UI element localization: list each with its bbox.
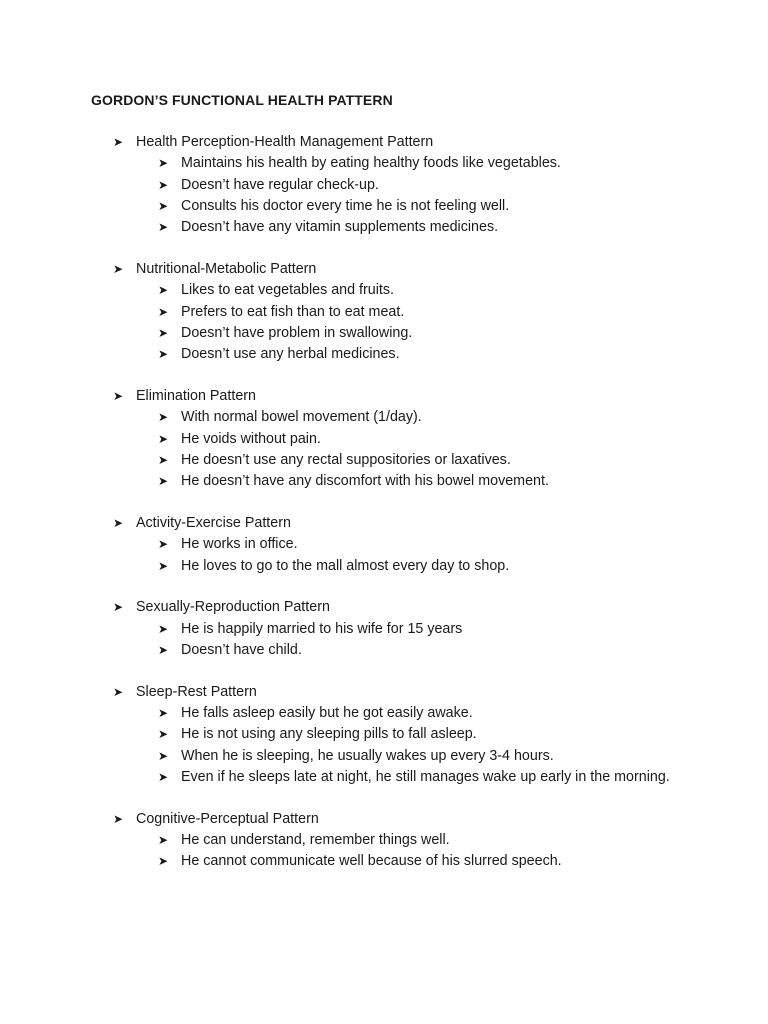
list-item	[158, 344, 733, 365]
section-heading	[113, 513, 733, 534]
list-item	[158, 217, 733, 238]
list-item	[158, 767, 691, 788]
arrowhead-bullet-icon: ➤	[158, 198, 169, 213]
list-item-text: He voids without pain.	[181, 430, 321, 447]
section-nutritional-metabolic	[113, 259, 733, 365]
section-heading	[113, 132, 733, 153]
list-item-text: Doesn’t have regular check-up.	[181, 176, 379, 193]
arrowhead-bullet-icon: ➤	[113, 684, 124, 699]
list-item-text: He works in office.	[181, 536, 298, 553]
list-item-text: With normal bowel movement (1/day).	[181, 409, 422, 426]
section-activity-exercise	[113, 513, 733, 577]
list-item-text: Doesn’t have any vitamin supplements medicines.	[181, 219, 499, 236]
list-item	[158, 471, 733, 492]
arrowhead-bullet-icon: ➤	[158, 410, 169, 425]
list-item-text: He is not using any sleeping pills to fall asleep.	[181, 726, 477, 743]
list-item	[158, 640, 733, 661]
list-item-text: He is happily married to his wife for 15 years	[181, 620, 463, 637]
list-item-text: Even if he sleeps late at night, he still manages wake up early in the morning.	[181, 768, 670, 785]
arrowhead-bullet-icon: ➤	[113, 261, 124, 276]
arrowhead-bullet-icon: ➤	[158, 769, 169, 784]
list-item-text: He doesn’t have any discomfort with his bowel movement.	[181, 473, 549, 490]
section-heading	[113, 682, 733, 703]
arrowhead-bullet-icon: ➤	[158, 474, 169, 489]
list-item	[158, 280, 733, 301]
arrowhead-bullet-icon: ➤	[113, 515, 124, 530]
list-item	[158, 153, 733, 174]
arrowhead-bullet-icon: ➤	[158, 537, 169, 552]
list-item	[158, 196, 733, 217]
arrowhead-bullet-icon: ➤	[158, 854, 169, 869]
arrowhead-bullet-icon: ➤	[158, 558, 169, 573]
arrowhead-bullet-icon: ➤	[158, 325, 169, 340]
arrowhead-bullet-icon: ➤	[158, 177, 169, 192]
section-heading-text: Activity-Exercise Pattern	[136, 514, 291, 531]
arrowhead-bullet-icon: ➤	[113, 811, 124, 826]
list-item	[158, 556, 733, 577]
list-item	[158, 851, 733, 872]
list-item-text: Doesn’t have problem in swallowing.	[181, 324, 413, 341]
section-heading	[113, 259, 733, 280]
section-sexuality-reproduction	[113, 597, 733, 661]
list-item-text: He falls asleep easily but he got easily awake.	[181, 705, 473, 722]
list-item	[158, 619, 733, 640]
list-item-text: Consults his doctor every time he is not feeling well.	[181, 197, 510, 214]
list-item-text: Likes to eat vegetables and fruits.	[181, 282, 394, 299]
section-health-perception	[113, 132, 733, 238]
sections-list	[113, 132, 733, 893]
list-item	[158, 830, 733, 851]
list-item	[158, 407, 733, 428]
arrowhead-bullet-icon: ➤	[158, 642, 169, 657]
section-elimination	[113, 386, 733, 492]
arrowhead-bullet-icon: ➤	[158, 706, 169, 721]
section-sleep-rest	[113, 682, 733, 788]
arrowhead-bullet-icon: ➤	[113, 388, 124, 403]
list-item	[158, 703, 733, 724]
list-item-text: Doesn’t have child.	[181, 641, 302, 658]
arrowhead-bullet-icon: ➤	[158, 431, 169, 446]
list-item	[158, 175, 733, 196]
arrowhead-bullet-icon: ➤	[158, 621, 169, 636]
list-item	[158, 534, 733, 555]
list-item-text: Prefers to eat fish than to eat meat.	[181, 303, 405, 320]
arrowhead-bullet-icon: ➤	[158, 220, 169, 235]
section-cognitive-perceptual	[113, 809, 733, 873]
arrowhead-bullet-icon: ➤	[158, 304, 169, 319]
list-item-text: He loves to go to the mall almost every day to shop.	[181, 557, 510, 574]
arrowhead-bullet-icon: ➤	[158, 727, 169, 742]
arrowhead-bullet-icon: ➤	[113, 600, 124, 615]
arrowhead-bullet-icon: ➤	[158, 833, 169, 848]
arrowhead-bullet-icon: ➤	[158, 452, 169, 467]
list-item-text: He cannot communicate well because of his slurred speech.	[181, 853, 562, 870]
section-heading	[113, 809, 733, 830]
section-heading-text: Elimination Pattern	[136, 387, 256, 404]
page-title: GORDON’S FUNCTIONAL HEALTH PATTERN	[91, 92, 393, 108]
list-item	[158, 746, 733, 767]
list-item-text: Doesn’t use any herbal medicines.	[181, 346, 400, 363]
arrowhead-bullet-icon: ➤	[158, 748, 169, 763]
arrowhead-bullet-icon: ➤	[113, 135, 124, 149]
list-item-text: He can understand, remember things well.	[181, 832, 450, 849]
section-heading-text: Sexually-Reproduction Pattern	[136, 599, 330, 616]
list-item	[158, 429, 733, 450]
list-item	[158, 724, 733, 745]
section-heading-text: Sleep-Rest Pattern	[136, 683, 257, 700]
arrowhead-bullet-icon: ➤	[158, 156, 169, 171]
section-heading	[113, 597, 733, 618]
section-heading-text: Cognitive-Perceptual Pattern	[136, 810, 319, 827]
list-item-text: He doesn’t use any rectal suppositories or laxatives.	[181, 451, 511, 468]
list-item	[158, 450, 733, 471]
list-item	[158, 323, 733, 344]
section-heading	[113, 386, 733, 407]
section-heading-text: Nutritional-Metabolic Pattern	[136, 260, 317, 277]
list-item-text: When he is sleeping, he usually wakes up every 3-4 hours.	[181, 747, 554, 764]
arrowhead-bullet-icon: ➤	[158, 347, 169, 362]
arrowhead-bullet-icon: ➤	[158, 283, 169, 298]
section-heading-text: Health Perception-Health Management Pattern	[136, 134, 434, 150]
list-item	[158, 302, 733, 323]
list-item-text: Maintains his health by eating healthy foods like vegetables.	[181, 155, 561, 172]
